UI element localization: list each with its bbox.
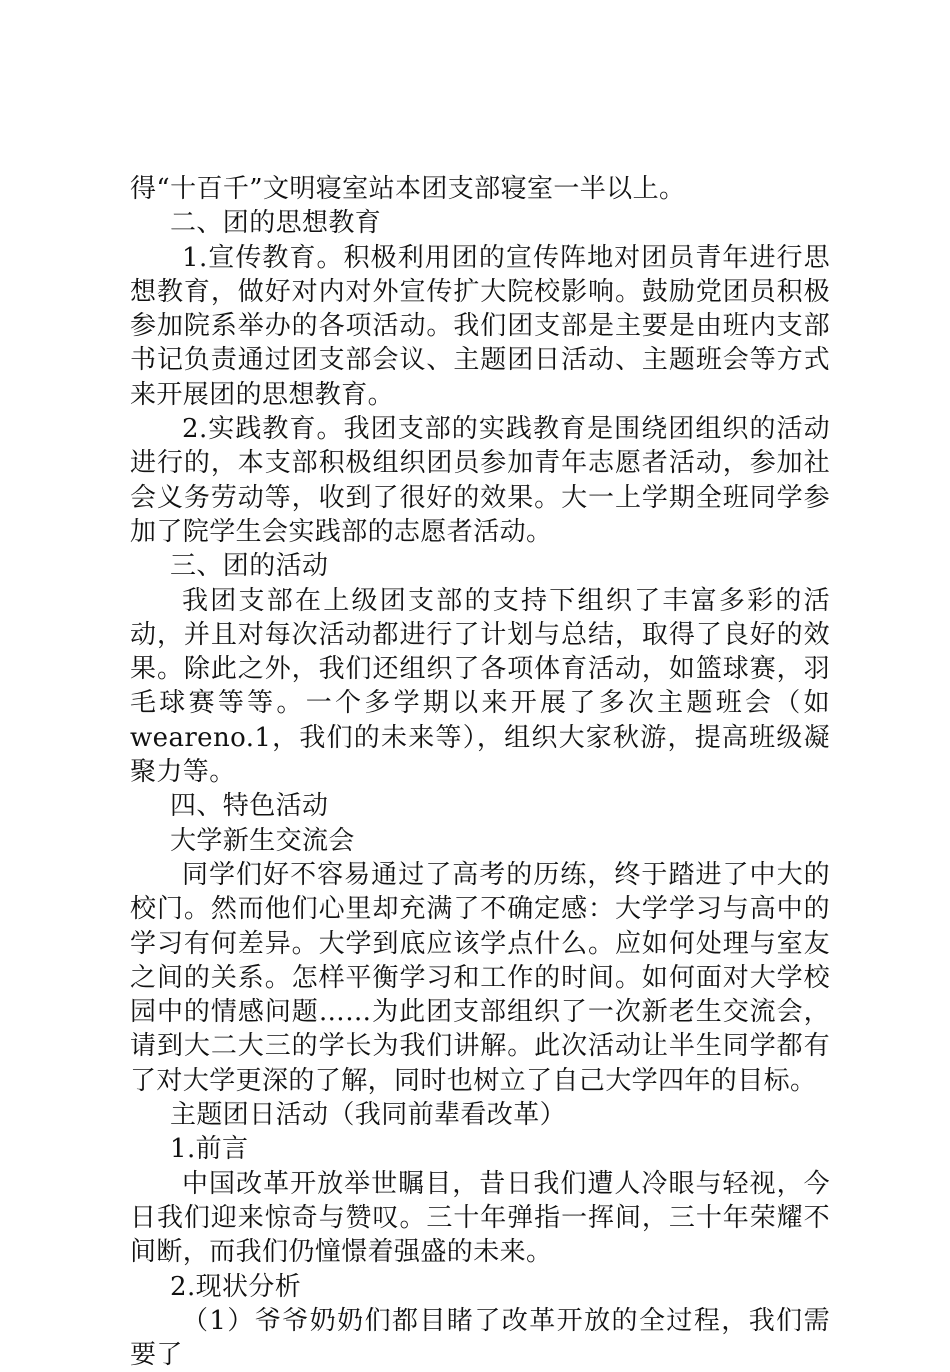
- subheading-status-analysis: 2.现状分析: [170, 1271, 302, 1302]
- paragraph-publicity-education: 1.宣传教育。积极利用团的宣传阵地对团员青年进行思想教育，做好对内对外宣传扩大院校影响。鼓励党团员积极参加院系举办的各项活动。我们团支部是主要是由班内支部书记负责通过团支部会议、主题团日活动、主题班会等方式来开展团的思想教育。: [130, 242, 830, 410]
- subheading-theme-league-day: 主题团日活动（我同前辈看改革）: [170, 1100, 567, 1131]
- subheading-freshman-exchange: 大学新生交流会: [170, 825, 355, 856]
- section-heading-featured-activities: 四、特色活动: [170, 791, 329, 822]
- document-body: [130, 172, 830, 1372]
- paragraph-practice-education: 2.实践教育。我团支部的实践教育是围绕团组织的活动进行的，本支部积极组织团员参加青年志愿者活动，参加社会义务劳动等，收到了很好的效果。大一上学期全班同学参加了院学生会实践部的志愿者活动。: [130, 414, 830, 547]
- paragraph-continuation: 得“十百千”文明寝室站本团支部寝室一半以上。: [130, 174, 686, 204]
- paragraph-league-activities: 我团支部在上级团支部的支持下组织了丰富多彩的活动，并且对每次活动都进行了计划与总结，取得了良好的效果。除此之外，我们还组织了各项体育活动，如篮球赛，羽毛球赛等等。一个多学期以来开展了多次主题班会（如weareno.1，我们的未来等），组织大家秋游，提高班级凝聚力等。: [130, 585, 830, 788]
- section-heading-ideological-education: 二、团的思想教育: [170, 208, 382, 239]
- paragraph-status-analysis: （1）爷爷奶奶们都目睹了改革开放的全过程，我们需要了: [130, 1305, 830, 1371]
- section-heading-league-activities: 三、团的活动: [170, 551, 329, 582]
- subheading-preface: 1.前言: [170, 1134, 249, 1165]
- paragraph-preface: 中国改革开放举世瞩目，昔日我们遭人冷眼与轻视，今日我们迎来惊奇与赞叹。三十年弹指一挥间，三十年荣耀不间断，而我们仍憧憬着强盛的未来。: [130, 1168, 830, 1268]
- paragraph-freshman-exchange: 同学们好不容易通过了高考的历练，终于踏进了中大的校门。然而他们心里却充满了不确定感：大学学习与高中的学习有何差异。大学到底应该学点什么。应如何处理与室友之间的关系。怎样平衡学习和工作的时间。如何面对大学校园中的情感问题……为此团支部组织了一次新老生交流会，请到大二大三的学长为我们讲解。此次活动让半生同学都有了对大学更深的了解，同时也树立了自己大学四年的目标。: [130, 859, 830, 1096]
